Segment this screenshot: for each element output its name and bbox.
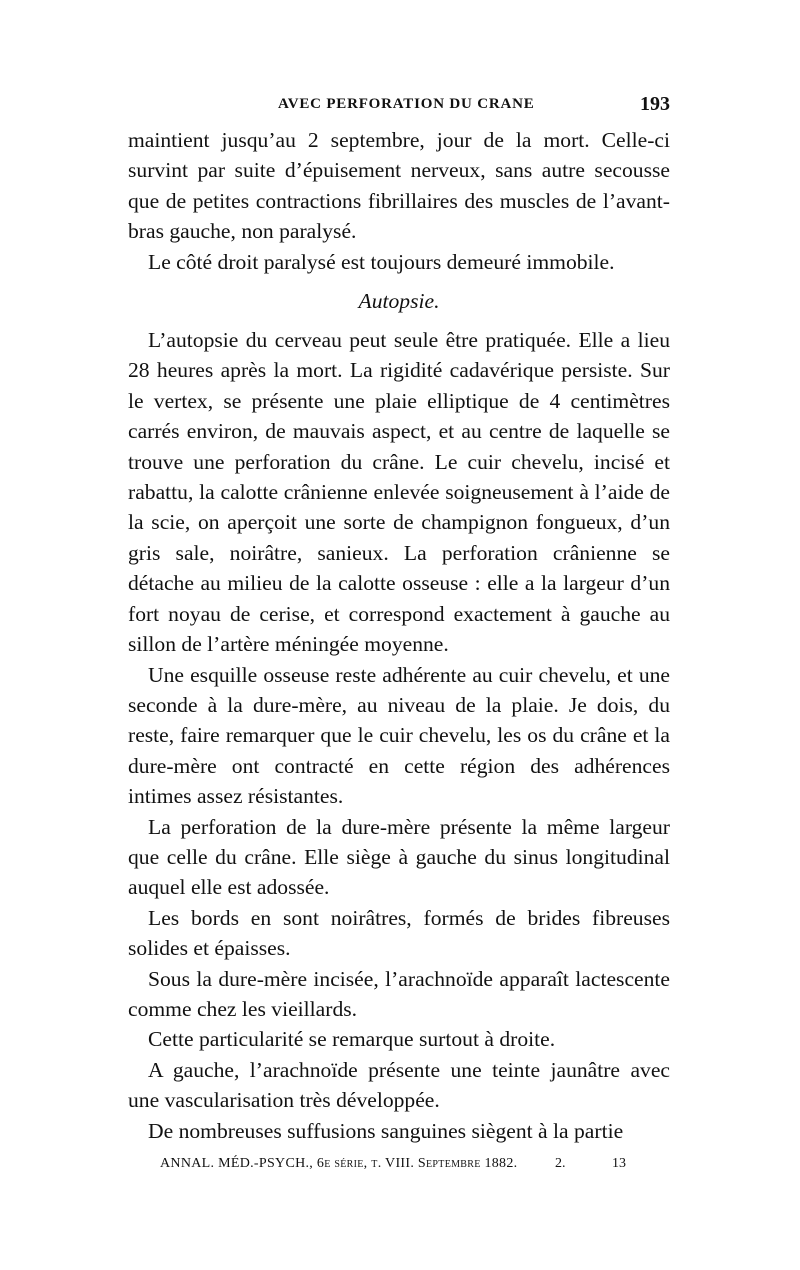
paragraph: Une esquille osseuse reste adhérente au cuir chevelu, et une seconde à la dure-mère, au niveau de la plaie. Je dois, du reste, faire remarquer que le cuir chevelu, les os du crâne et la dure-mère ont contracté en cette région des adhérences intimes assez résistantes.	[128, 662, 670, 809]
paragraph: A gauche, l’arachnoïde présente une teinte jaunâtre avec une vascularisation très développée.	[128, 1057, 670, 1113]
journal-reference: ANNAL. MÉD.-PSYCH., 6e série, t. VIII. Septembre 1882.	[160, 1156, 518, 1171]
section-heading: Autopsie.	[358, 289, 440, 314]
paragraph: De nombreuses suffusions sanguines siègent à la partie	[148, 1118, 624, 1143]
running-head: AVEC PERFORATION DU CRANE	[278, 96, 535, 112]
paragraph: La perforation de la dure-mère présente la même largeur que celle du crâne. Elle siège à gauche du sinus longitudinal auquel elle est adossée.	[128, 814, 670, 900]
page-footer	[160, 1156, 640, 1172]
paragraph: Le côté droit paralysé est toujours demeuré immobile.	[148, 249, 615, 274]
paragraph: Sous la dure-mère incisée, l’arachnoïde apparaît lactescente comme chez les vieillards.	[128, 966, 670, 1021]
page-header	[128, 93, 670, 120]
signature-mark: 2.	[555, 1156, 566, 1171]
paragraph: maintient jusqu’au 2 septembre, jour de la mort. Celle-ci survint par suite d’épuisement nerveux, sans autre secousse que de petites contractions fibrillaires des muscles de l’avant-bras gauche, non paralysé.	[128, 128, 670, 244]
paragraph: Cette particularité se remarque surtout à droite.	[148, 1027, 556, 1052]
paragraph: Les bords en sont noirâtres, formés de brides fibreuses solides et épaisses.	[128, 905, 670, 961]
signature-number: 13	[612, 1156, 626, 1171]
page-number: 193	[640, 93, 670, 115]
body-text	[128, 125, 670, 1146]
paragraph: L’autopsie du cerveau peut seule être pratiquée. Elle a lieu 28 heures après la mort. La rigidité cadavérique persiste. Sur le vertex, se présente une plaie elliptique de 4 centimètres carrés environ, de mauvais aspect, et au centre de laquelle se trouve une perforation du crâne. Le cuir chevelu, incisé et rabattu, la calotte crânienne enlevée soigneusement à l’aide de la scie, on aperçoit une sorte de champignon fongueux, d’un gris sale, noirâtre, sanieux. La perforation crânienne se détache au milieu de la calotte osseuse : elle a la largeur d’un fort noyau de cerise, et correspond exactement à gauche au sillon de l’artère méningée moyenne.	[128, 328, 670, 657]
